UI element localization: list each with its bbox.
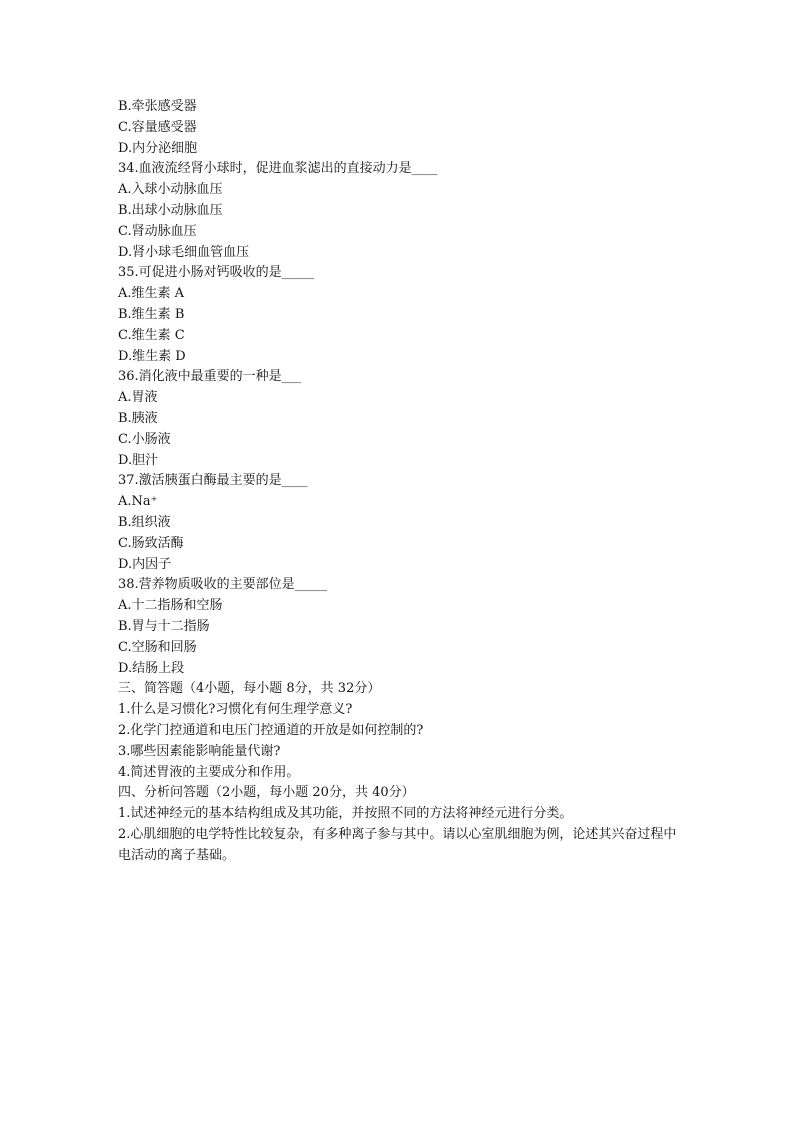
short-answer-2: 2.化学门控通道和电压门控通道的开放是如何控制的? [118, 722, 424, 738]
question-38: 38.营养物质吸收的主要部位是_____ [118, 577, 328, 593]
section-heading-analysis: 四、分析问答题（2小题，每小题 20分，共 40分） [118, 785, 415, 801]
q37-option-c: C.肠致活酶 [118, 535, 184, 551]
q35-option-a: A.维生素 A [118, 286, 185, 302]
q36-option-c: C.小肠液 [118, 431, 171, 447]
short-answer-4: 4.简述胃液的主要成分和作用。 [118, 764, 300, 780]
question-35: 35.可促进小肠对钙吸收的是_____ [118, 265, 315, 281]
document-page [118, 97, 678, 866]
q37-option-d: D.内因子 [118, 556, 172, 572]
q36-option-a: A.胃液 [118, 390, 158, 406]
option-c-volume-receptor: C.容量感受器 [118, 119, 197, 135]
q36-option-b: B.胰液 [118, 410, 158, 426]
option-d-endocrine-cell: D.内分泌细胞 [118, 140, 198, 156]
q34-option-d: D.肾小球毛细血管血压 [118, 244, 250, 260]
short-answer-1: 1.什么是习惯化?习惯化有何生理学意义? [118, 702, 353, 718]
question-34: 34.血液流经肾小球时，促进血浆滤出的直接动力是____ [118, 161, 438, 177]
question-36: 36.消化液中最重要的一种是___ [118, 369, 302, 385]
q38-option-c: C.空肠和回肠 [118, 639, 197, 655]
section-heading-short-answer: 三、简答题（4小题，每小题 8分，共 32分） [118, 681, 381, 697]
option-b-stretch-receptor: B.牵张感受器 [118, 99, 197, 114]
q34-option-c: C.肾动脉血压 [118, 223, 197, 239]
q36-option-d: D.胆汁 [118, 452, 159, 468]
q37-option-a: A.Na⁺ [118, 494, 158, 510]
analysis-question-1: 1.试述神经元的基本结构组成及其功能，并按照不同的方法将神经元进行分类。 [118, 806, 573, 822]
q35-option-b: B.维生素 B [118, 306, 185, 322]
q37-option-b: B.组织液 [118, 514, 171, 530]
q38-option-b: B.胃与十二指肠 [118, 618, 210, 634]
q34-option-b: B.出球小动脉血压 [118, 202, 223, 218]
q35-option-d: D.维生素 D [118, 348, 186, 364]
short-answer-3: 3.哪些因素能影响能量代谢? [118, 743, 281, 759]
analysis-question-2: 2.心肌细胞的电学特性比较复杂，有多种离子参与其中。请以心室肌细胞为例，论述其兴奋过程中电活动的离子基础。 [118, 826, 677, 863]
question-37: 37.激活胰蛋白酶最主要的是____ [118, 473, 308, 489]
q38-option-d: D.结肠上段 [118, 660, 185, 676]
q35-option-c: C.维生素 C [118, 327, 185, 343]
q34-option-a: A.入球小动脉血压 [118, 182, 223, 198]
q38-option-a: A.十二指肠和空肠 [118, 598, 223, 614]
